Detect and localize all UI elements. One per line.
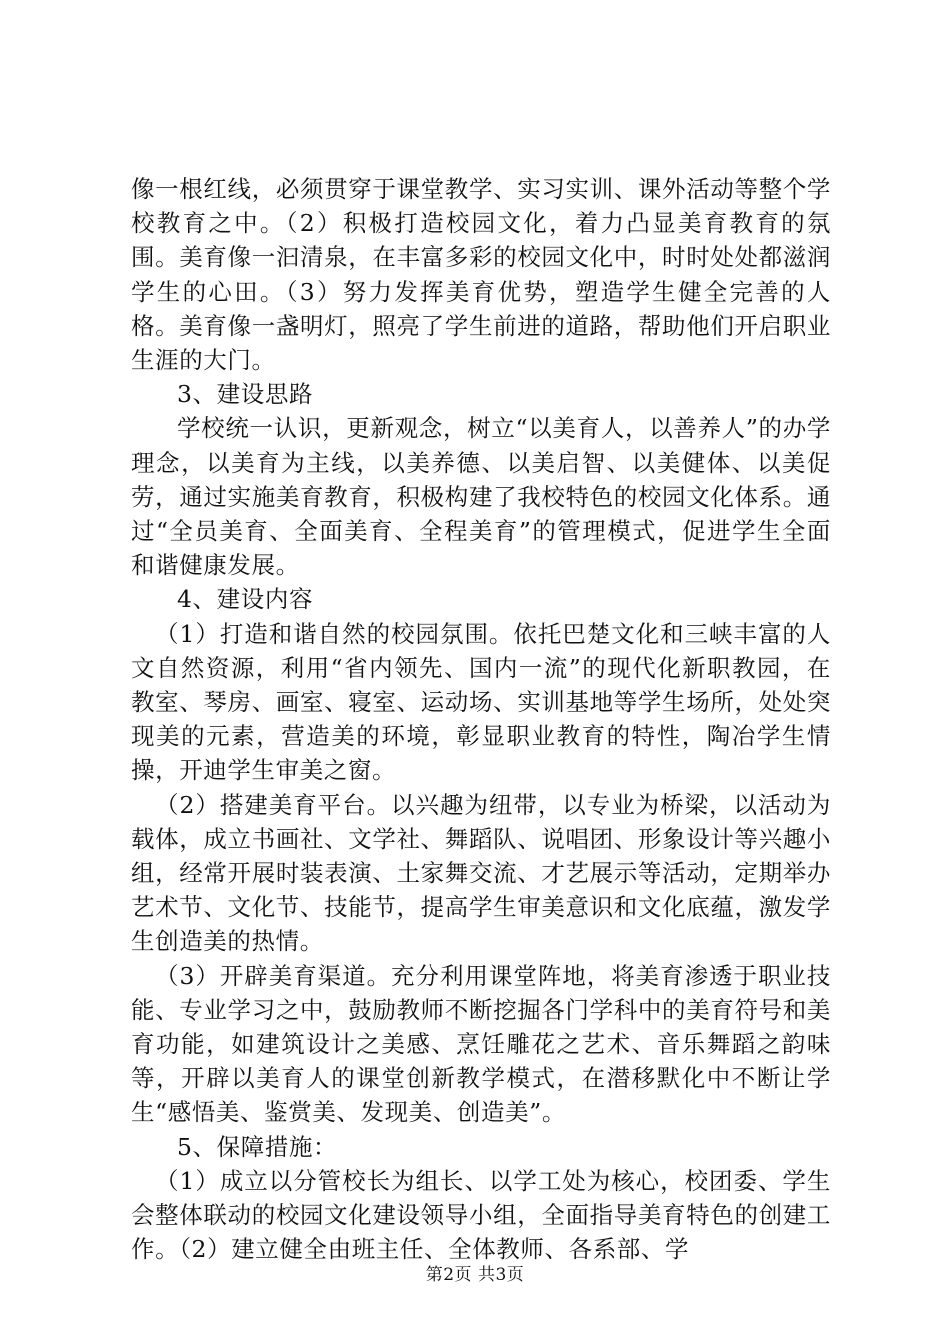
section-heading-4: 4、建设内容 [177,585,314,614]
document-body [131,172,831,1267]
paragraph-content-2: （2）搭建美育平台。以兴趣为纽带，以专业为桥梁，以活动为载体，成立书画社、文学社、舞蹈队、说唱团、形象设计等兴趣小组，经常开展时装表演、土家舞交流、才艺展示等活动，定期举办艺术节、文化节、技能节，提高学生审美意识和文化底蕴，激发学生创造美的热情。 [131,790,831,956]
section-heading-5: 5、保障措施： [177,1132,338,1161]
paragraph-construction-approach: 学校统一认识，更新观念，树立“以美育人，以善养人”的办学理念，以美育为主线，以美养德、以美启智、以美健体、以美促劳，通过实施美育教育，积极构建了我校特色的校园文化体系。通过“全员美育、全面美育、全程美育”的管理模式，促进学生全面和谐健康发展。 [131,414,831,580]
paragraph-continuation: 像一根红线，必须贯穿于课堂教学、实习实训、课外活动等整个学校教育之中。（2）积极打造校园文化，着力凸显美育教育的氛围。美育像一汩清泉，在丰富多彩的校园文化中，时时处处都滋润学生的心田。（3）努力发挥美育优势，塑造学生健全完善的人格。美育像一盏明灯，照亮了学生前进的道路，帮助他们开启职业生涯的大门。 [131,175,831,375]
page-number-footer: 第2页 共3页 [425,1265,525,1285]
paragraph-content-3: （3）开辟美育渠道。充分利用课堂阵地，将美育渗透于职业技能、专业学习之中，鼓励教师不断挖掘各门学科中的美育符号和美育功能，如建筑设计之美感、烹饪雕花之艺术、音乐舞蹈之韵味等，开辟以美育人的课堂创新教学模式，在潜移默化中不断让学生“感悟美、鉴赏美、发现美、创造美”。 [131,961,831,1127]
paragraph-safeguards: （1）成立以分管校长为组长、以学工处为核心，校团委、学生会整体联动的校园文化建设领导小组，全面指导美育特色的创建工作。（2）建立健全由班主任、全体教师、各系部、学 [131,1166,831,1264]
paragraph-content-1: （1）打造和谐自然的校园氛围。依托巴楚文化和三峡丰富的人文自然资源，利用“省内领先、国内一流”的现代化新职教园，在教室、琴房、画室、寝室、运动场、实训基地等学生场所，处处突现美的元素，营造美的环境，彰显职业教育的特性，陶冶学生情操，开迪学生审美之窗。 [131,619,831,785]
section-heading-3: 3、建设思路 [177,380,314,409]
